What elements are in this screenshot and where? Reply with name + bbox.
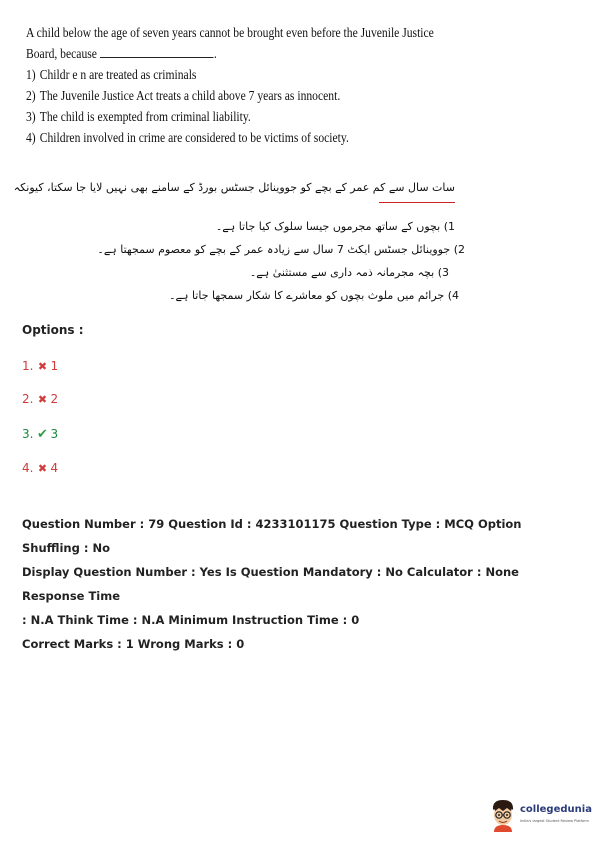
options-heading: Options : bbox=[22, 323, 84, 337]
question-metadata bbox=[22, 512, 582, 656]
choice-1: 1. ✖ 1 bbox=[22, 359, 59, 373]
urdu-answer-blank bbox=[379, 202, 455, 203]
check-icon: ✔ bbox=[37, 427, 48, 442]
question-english bbox=[26, 22, 434, 148]
mascot-icon bbox=[488, 798, 518, 832]
meta-line-1: Question Number : 79 Question Id : 4233101175 Question Type : MCQ Option Shuffling : No bbox=[22, 517, 522, 555]
urdu-option-1: 1) بچوں کے ساتھ مجرموں جیسا سلوک کیا جاتا ہے۔ bbox=[215, 220, 455, 233]
meta-line-2: Display Question Number : Yes Is Question Mandatory : No Calculator : None Response Time bbox=[22, 565, 519, 603]
meta-line-4: Correct Marks : 1 Wrong Marks : 0 bbox=[22, 637, 245, 651]
cross-icon: ✖ bbox=[37, 360, 48, 373]
collegedunia-logo bbox=[488, 798, 592, 832]
answer-blank bbox=[100, 45, 214, 58]
urdu-option-4: 4) جرائم میں ملوث بچوں کو معاشرے کا شکار سمجھا جاتا ہے۔ bbox=[169, 289, 459, 302]
question-stem-line1: A child below the age of seven years cannot be brought even before the Juvenile Justice bbox=[26, 25, 434, 40]
english-option-3: 3) The child is exempted from criminal liability. bbox=[26, 109, 251, 124]
choice-3: 3. ✔ 3 bbox=[22, 427, 59, 442]
cross-icon: ✖ bbox=[37, 393, 48, 406]
urdu-question-stem: سات سال سے کم عمر کے بچے کو جووینائل جسٹس بورڈ کے سامنے بھی نہیں لایا جا سکتا، کیونکہ bbox=[13, 181, 455, 194]
urdu-option-2: 2) جووینائل جسٹس ایکٹ 7 سال سے زیادہ عمر کے بچے کو معصوم سمجھتا ہے۔ bbox=[97, 243, 465, 256]
question-stem-text: Board, because bbox=[26, 46, 97, 61]
meta-line-3: : N.A Think Time : N.A Minimum Instruction Time : 0 bbox=[22, 613, 360, 627]
brand-name: collegedunia bbox=[520, 804, 592, 815]
english-option-4: 4) Children involved in crime are considered to be victims of society. bbox=[26, 130, 349, 145]
choice-2: 2. ✖ 2 bbox=[22, 392, 59, 406]
question-stem-end: . bbox=[213, 46, 217, 61]
english-option-1: 1) Childr e n are treated as criminals bbox=[26, 67, 197, 82]
cross-icon: ✖ bbox=[37, 462, 48, 475]
urdu-option-3: 3) بچہ مجرمانہ ذمہ داری سے مستثنیٰ ہے۔ bbox=[249, 266, 449, 279]
choice-4: 4. ✖ 4 bbox=[22, 461, 59, 475]
question-urdu bbox=[13, 176, 465, 307]
brand-tagline: India's largest Student Review Platform bbox=[520, 819, 589, 823]
english-option-2: 2) The Juvenile Justice Act treats a child above 7 years as innocent. bbox=[26, 88, 341, 103]
question-stem-line2 bbox=[26, 43, 387, 64]
